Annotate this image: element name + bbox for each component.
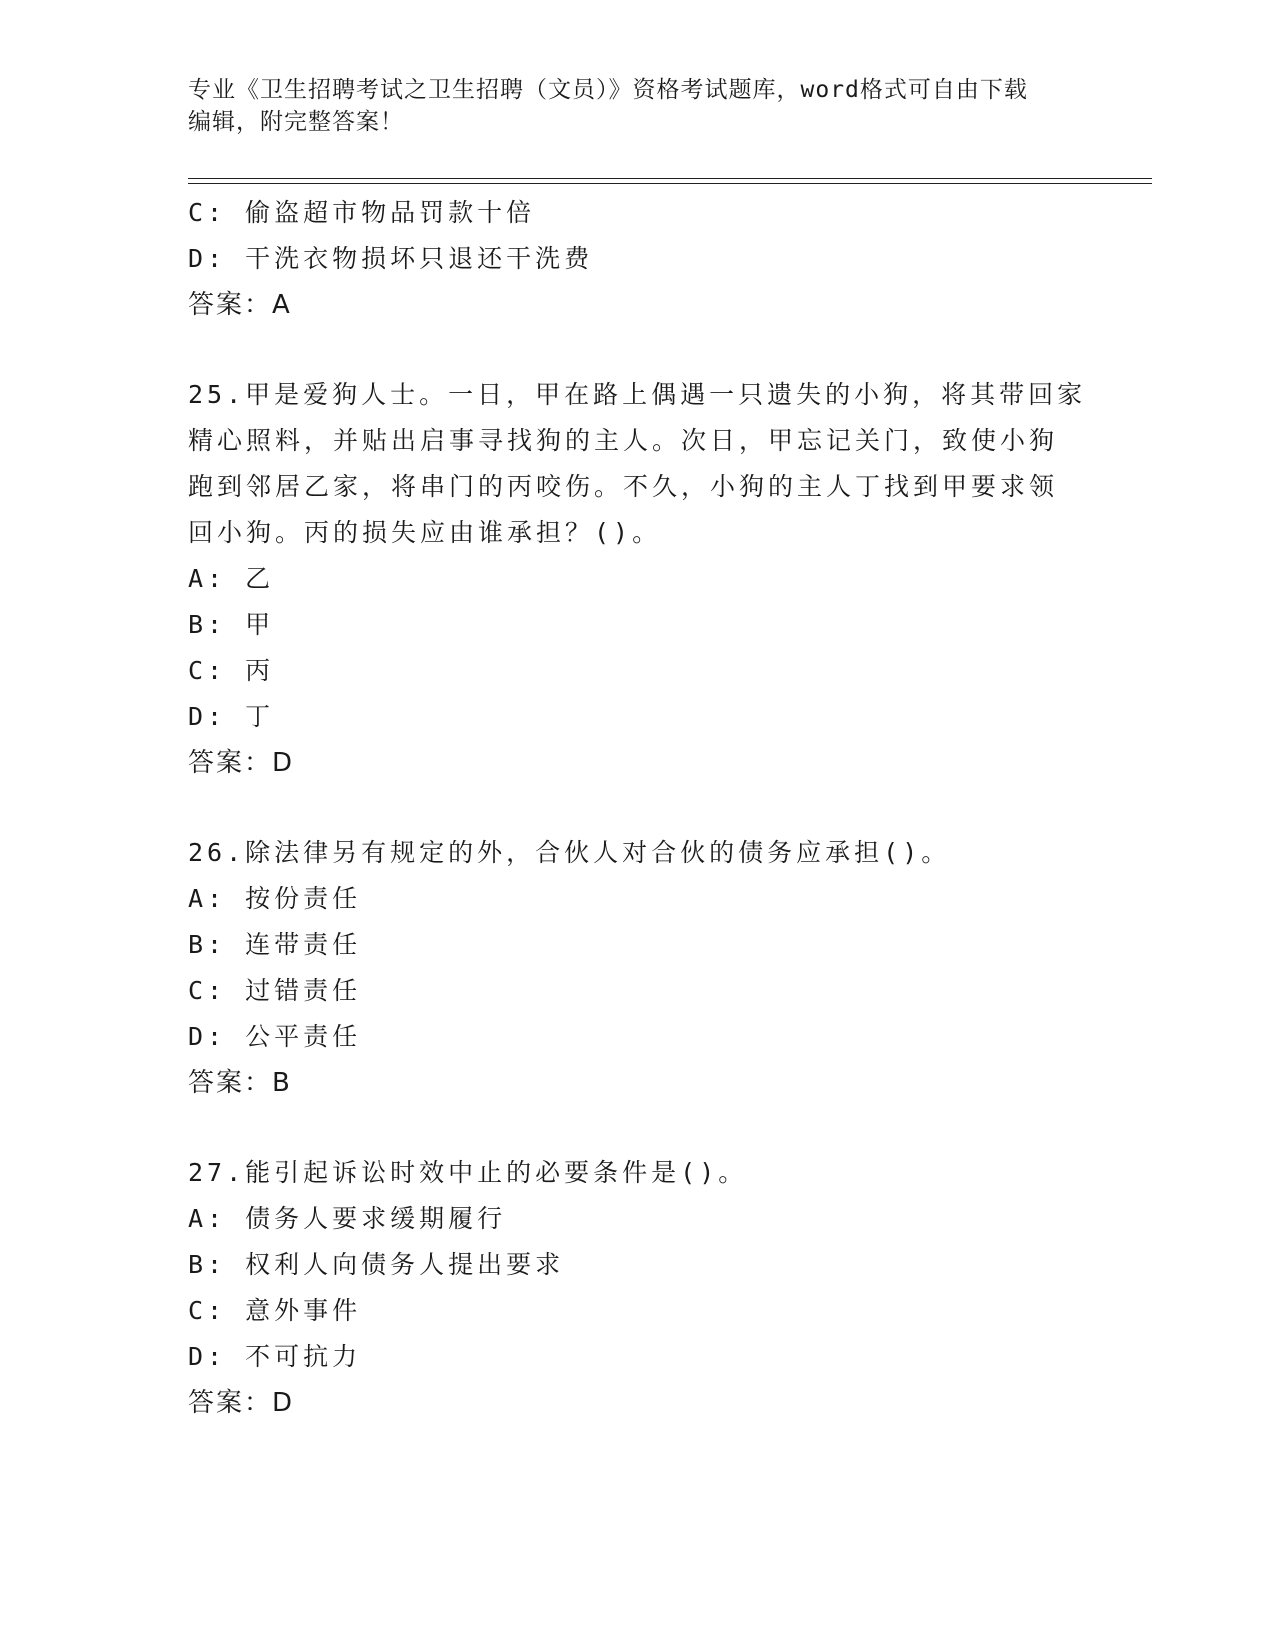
option-key: A:	[188, 1204, 227, 1233]
header-line-2: 编辑，附完整答案！	[188, 109, 404, 135]
option-text: 乙	[245, 564, 275, 593]
option-key: A:	[188, 564, 227, 593]
option-line	[188, 236, 1088, 282]
answer-line: 答案：B	[188, 1068, 292, 1098]
option-line	[188, 602, 1088, 648]
question-stem-line: 跑到邻居乙家，将串门的丙咬伤。不久，小狗的主人丁找到甲要求领	[188, 472, 1059, 501]
option-text: 甲	[245, 610, 275, 639]
option-line	[188, 190, 1088, 236]
option-text: 过错责任	[245, 976, 362, 1005]
option-key: C:	[188, 1296, 227, 1325]
option-line	[188, 876, 1088, 922]
option-text: 连带责任	[245, 930, 362, 959]
option-line	[188, 1014, 1088, 1060]
question-stem-line: 精心照料，并贴出启事寻找狗的主人。次日，甲忘记关门，致使小狗	[188, 426, 1059, 455]
document-header	[188, 74, 1088, 138]
header-divider-bottom	[188, 183, 1152, 184]
option-text: 债务人要求缓期履行	[245, 1204, 507, 1233]
question-stem-line: 25.甲是爱狗人士。一日，甲在路上偶遇一只遗失的小狗，将其带回家	[188, 380, 1087, 409]
option-key: C:	[188, 198, 227, 227]
option-text: 不可抗力	[245, 1342, 362, 1371]
option-line	[188, 1196, 1088, 1242]
option-line	[188, 922, 1088, 968]
option-text: 偷盗超市物品罚款十倍	[245, 198, 536, 227]
header-divider-top	[188, 178, 1152, 179]
option-key: D:	[188, 244, 227, 273]
header-line-1: 专业《卫生招聘考试之卫生招聘（文员）》资格考试题库，word格式可自由下载	[188, 77, 1028, 103]
option-line	[188, 1242, 1088, 1288]
option-text: 意外事件	[245, 1296, 362, 1325]
option-line	[188, 1334, 1088, 1380]
option-key: D:	[188, 1342, 227, 1371]
option-line	[188, 556, 1088, 602]
option-key: D:	[188, 702, 227, 731]
option-text: 丁	[245, 702, 275, 731]
answer-line: 答案：D	[188, 1388, 295, 1418]
option-key: B:	[188, 610, 227, 639]
question-26	[188, 830, 1088, 1106]
question-stem-line: 26.除法律另有规定的外，合伙人对合伙的债务应承担()。	[188, 838, 951, 867]
option-key: C:	[188, 656, 227, 685]
option-key: B:	[188, 1250, 227, 1279]
question-27	[188, 1150, 1088, 1426]
option-key: A:	[188, 884, 227, 913]
option-text: 干洗衣物损坏只退还干洗费	[245, 244, 594, 273]
option-key: D:	[188, 1022, 227, 1051]
option-text: 权利人向债务人提出要求	[245, 1250, 565, 1279]
option-key: B:	[188, 930, 227, 959]
option-text: 丙	[245, 656, 275, 685]
option-line	[188, 1288, 1088, 1334]
option-line	[188, 648, 1088, 694]
question-25	[188, 372, 1088, 786]
option-text: 按份责任	[245, 884, 362, 913]
option-key: C:	[188, 976, 227, 1005]
question-stem-line: 回小狗。丙的损失应由谁承担？()。	[188, 518, 662, 547]
option-line	[188, 968, 1088, 1014]
answer-line: 答案：A	[188, 290, 292, 320]
question-stem-line: 27.能引起诉讼时效中止的必要条件是()。	[188, 1158, 748, 1187]
question-content	[188, 190, 1088, 1426]
option-line	[188, 694, 1088, 740]
option-text: 公平责任	[245, 1022, 362, 1051]
answer-line: 答案：D	[188, 748, 295, 778]
